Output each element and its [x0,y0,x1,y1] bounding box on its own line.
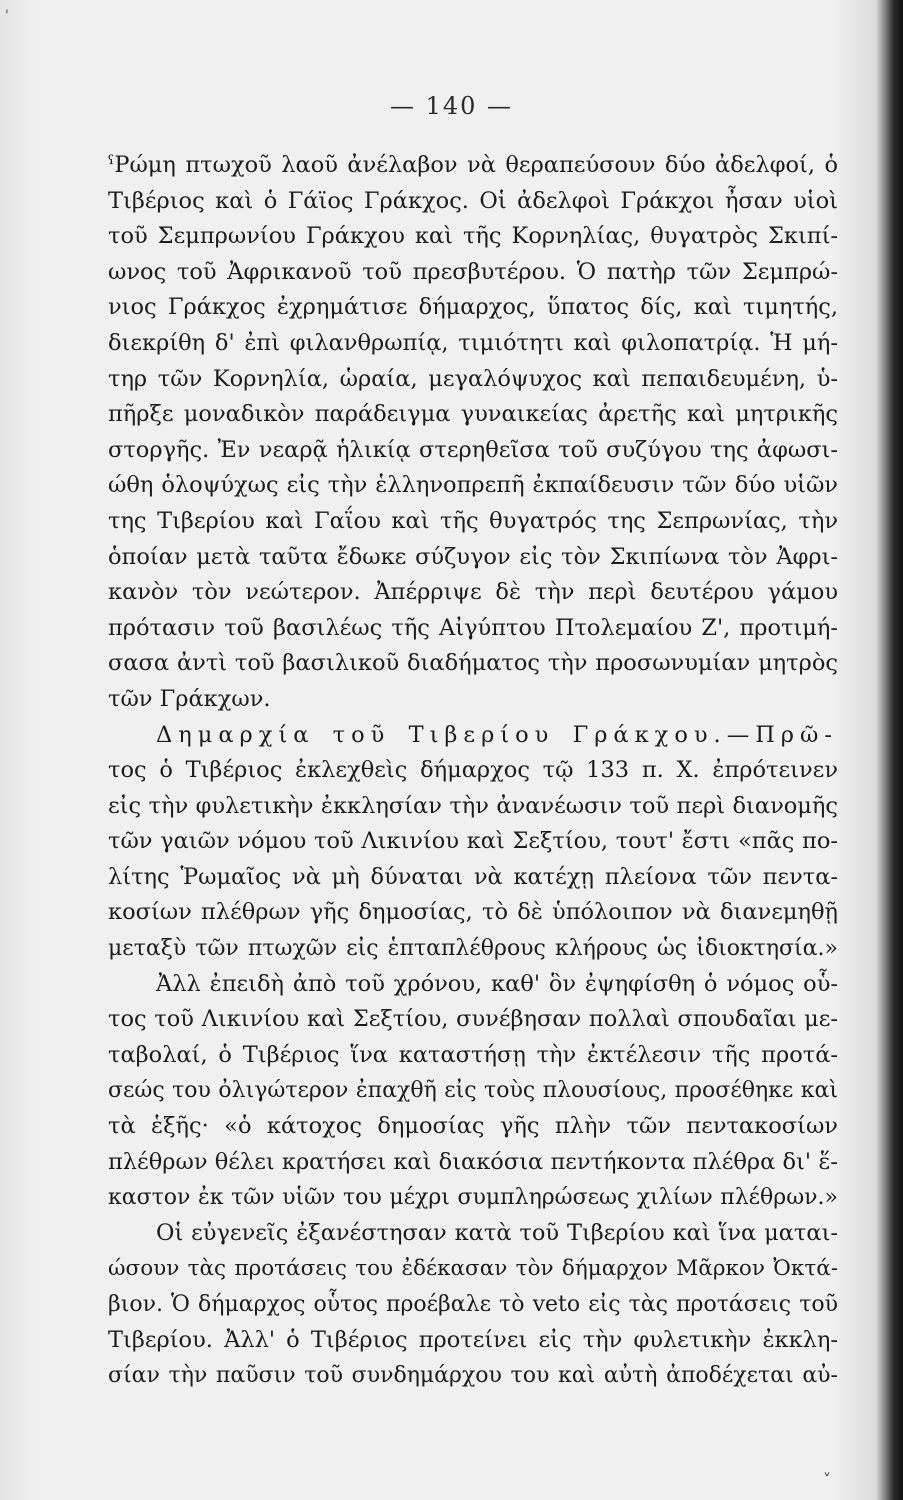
text-line: ώθη ὁλοψύχως εἰς τὴν ἑλληνοπρεπῆ ἐκπαίδευσιν τῶν δύο υἱῶν [108,472,838,499]
text-line: ταβολαί, ὁ Τιβέριος ἵνα καταστήσῃ τὴν ἐκτέλεσιν τῆς προτά- [108,1041,838,1068]
text-line: Τιβέριος καὶ ὁ Γάϊος Γράκχος. Οἱ ἀδελφοὶ Γράκχοι ἦσαν υἱοὶ [108,187,838,214]
text-line: τοῦ Σεμπρωνίου Γράκχου καὶ τῆς Κορνηλίας, θυγατρὸς Σκιπί- [108,223,838,250]
text-line: τῶν γαιῶν νόμου τοῦ Λικινίου καὶ Σεξτίου, τουτ' ἔστι «πᾶς πο- [108,828,838,855]
corner-mark: ' [5,8,9,24]
text-line: μεταξὺ τῶν πτωχῶν εἰς ἑπταπλέθρους κλήρους ὡς ἰδιοκτησία.» [108,936,838,962]
text-line: ὁποίαν μετὰ ταῦτα ἔδωκε σύζυγον εἰς τὸν Σκιπίωνα τὸν Ἀφρι- [108,543,838,570]
text-line: ώσουν τὰς προτάσεις του ἐδέκασαν τὸν δήμαρχον Μᾶρκον Ὀκτά- [108,1256,838,1282]
text-line: τῶν Γράκχων. [108,685,271,712]
text-line: κοσίων πλέθρων γῆς δημοσίας, τὸ δὲ ὑπόλοιπον νὰ διανεμηθῇ [108,899,838,926]
text-line: βιον. Ὁ δήμαρχος οὗτος προέβαλε τὸ veto εἰς τὰς προτάσεις τοῦ [108,1292,838,1317]
section-heading-line: Δημαρχία τοῦ Τιβερίου Γράκχου.—Πρῶ- [156,721,838,748]
text-line: ˁΡώμη πτωχοῦ λαοῦ ἀνέλαβον νὰ θεραπεύσουν δύο ἀδελφοί, ὁ [108,152,838,178]
text-line: Τιβερίου. Ἀλλ' ὁ Τιβέριος προτείνει εἰς τὴν φυλετικὴν ἐκκλη- [108,1326,838,1353]
text-line: τος τοῦ Λικινίου καὶ Σεξτίου, συνέβησαν πολλαὶ σπουδαῖαι με- [108,1006,838,1033]
foot-mark: ˅ [823,1470,831,1489]
text-line: τὰ ἑξῆς· «ὁ κάτοχος δημοσίας γῆς πλὴν τῶν πεντακοσίων [108,1113,838,1140]
text-line: λίτης Ῥωμαῖος νὰ μὴ δύναται νὰ κατέχῃ πλείονα τῶν πεντα- [108,863,838,890]
text-line: σίαν τὴν παῦσιν τοῦ συνδημάρχου του καὶ αὐτὴ ἀποδέχεται αὐ- [108,1363,838,1389]
text-line: σασα ἀντὶ τοῦ βασιλικοῦ διαδήματος τὴν προσωνυμίαν μητρὸς [108,650,838,677]
page-number-header: — 140 — [389,92,514,120]
text-line: διεκρίθη δ' ἐπὶ φιλανθρωπίᾳ, τιμιότητι καὶ φιλοπατρίᾳ. Ἡ μή- [108,329,838,356]
text-line: Ἀλλ ἐπειδὴ ἀπὸ τοῦ χρόνου, καθ' ὃν ἐψηφίσθη ὁ νόμος οὗ- [156,970,838,997]
text-line: ωνος τοῦ Ἀφρικανοῦ τοῦ πρεσβυτέρου. Ὁ πατὴρ τῶν Σεμπρώ- [108,258,838,285]
text-line: εἰς τὴν φυλετικὴν ἐκκλησίαν τὴν ἀνανέωσιν τοῦ περὶ διανομῆς [108,792,838,819]
text-line: νιος Γράκχος ἐχρημάτισε δήμαρχος, ὕπατος δίς, καὶ τιμητής, [108,294,838,321]
text-line: Οἱ εὐγενεῖς ἐξανέστησαν κατὰ τοῦ Τιβερίου καὶ ἵνα μαται- [156,1219,838,1246]
text-line: πλέθρων θέλει κρατήσει καὶ διακόσια πεντήκοντα πλέθρα δι' ἕ- [108,1148,838,1175]
text-line: στοργῆς. Ἐν νεαρᾷ ἡλικίᾳ στερηθεῖσα τοῦ συζύγου της ἀφωσι- [108,436,838,463]
text-line: πῆρξε μοναδικὸν παράδειγμα γυναικείας ἀρετῆς καὶ μητρικῆς [108,401,838,428]
text-line: πρότασιν τοῦ βασιλέως τῆς Αἰγύπτου Πτολεμαίου Ζ', προτιμή- [108,614,838,641]
text-line: τος ὁ Τιβέριος ἐκλεχθεὶς δήμαρχος τῷ 133 π. Χ. ἐπρότεινεν [108,757,838,784]
text-line: κανὸν τὸν νεώτερον. Ἀπέρριψε δὲ τὴν περὶ δευτέρου γάμου [108,579,838,606]
body-text [108,148,838,1394]
text-line: σεώς του ὀλιγώτερον ἐπαχθῆ εἰς τοὺς πλουσίους, προσέθηκε καὶ [108,1078,838,1104]
text-line: της Τιβερίου καὶ Γαΐου καὶ τῆς θυγατρός της Σεπρωνίας, τὴν [108,507,838,534]
text-line: καστον ἐκ τῶν υἱῶν του μέχρι συμπληρώσεως χιλίων πλέθρων.» [108,1185,838,1211]
text-line: τηρ τῶν Κορνηλία, ὡραία, μεγαλόψυχος καὶ πεπαιδευμένη, ὑ- [108,365,838,392]
